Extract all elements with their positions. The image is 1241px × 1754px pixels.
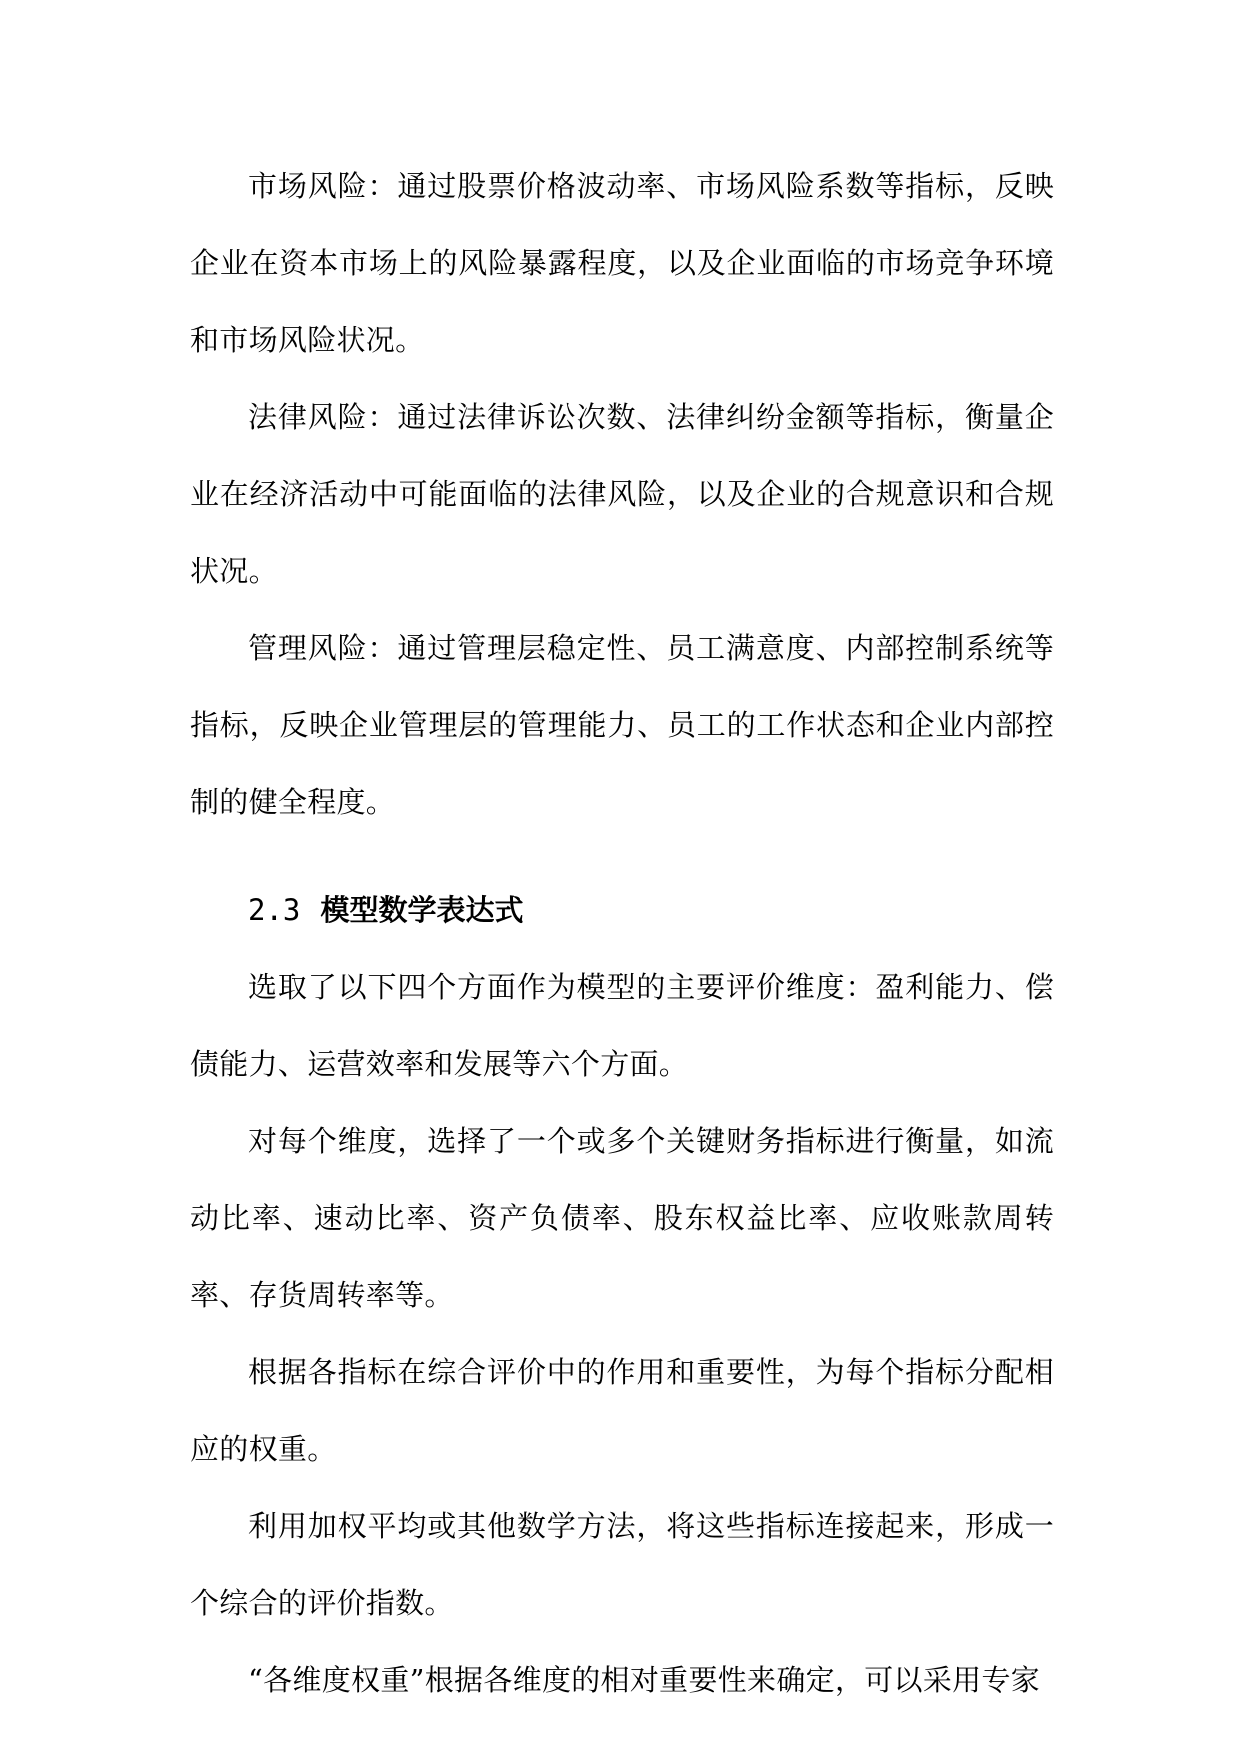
document-body — [190, 148, 1054, 1719]
paragraph-market-risk: 市场风险：通过股票价格波动率、市场风险系数等指标，反映企业在资本市场上的风险暴露程度，以及企业面临的市场竞争环境和市场风险状况。 — [190, 169, 1054, 357]
paragraph-dimensions: 选取了以下四个方面作为模型的主要评价维度：盈利能力、偿债能力、运营效率和发展等六个方面。 — [190, 970, 1054, 1081]
paragraph-legal-risk: 法律风险：通过法律诉讼次数、法律纠纷金额等指标，衡量企业在经济活动中可能面临的法律风险，以及企业的合规意识和合规状况。 — [190, 400, 1054, 588]
paragraph-management-risk: 管理风险：通过管理层稳定性、员工满意度、内部控制系统等指标，反映企业管理层的管理能力、员工的工作状态和企业内部控制的健全程度。 — [190, 631, 1054, 819]
paragraph-weighted-average: 利用加权平均或其他数学方法，将这些指标连接起来，形成一个综合的评价指数。 — [190, 1509, 1054, 1620]
paragraph-dimension-weights: “各维度权重”根据各维度的相对重要性来确定，可以采用专家 — [248, 1663, 1041, 1697]
section-number: 2.3 — [248, 893, 301, 927]
section-heading — [190, 872, 1054, 949]
section-title: 模型数学表达式 — [320, 893, 524, 927]
paragraph-indicators: 对每个维度，选择了一个或多个关键财务指标进行衡量，如流动比率、速动比率、资产负债率、股东权益比率、应收账款周转率、存货周转率等。 — [190, 1124, 1054, 1312]
paragraph-weights: 根据各指标在综合评价中的作用和重要性，为每个指标分配相应的权重。 — [190, 1355, 1054, 1466]
